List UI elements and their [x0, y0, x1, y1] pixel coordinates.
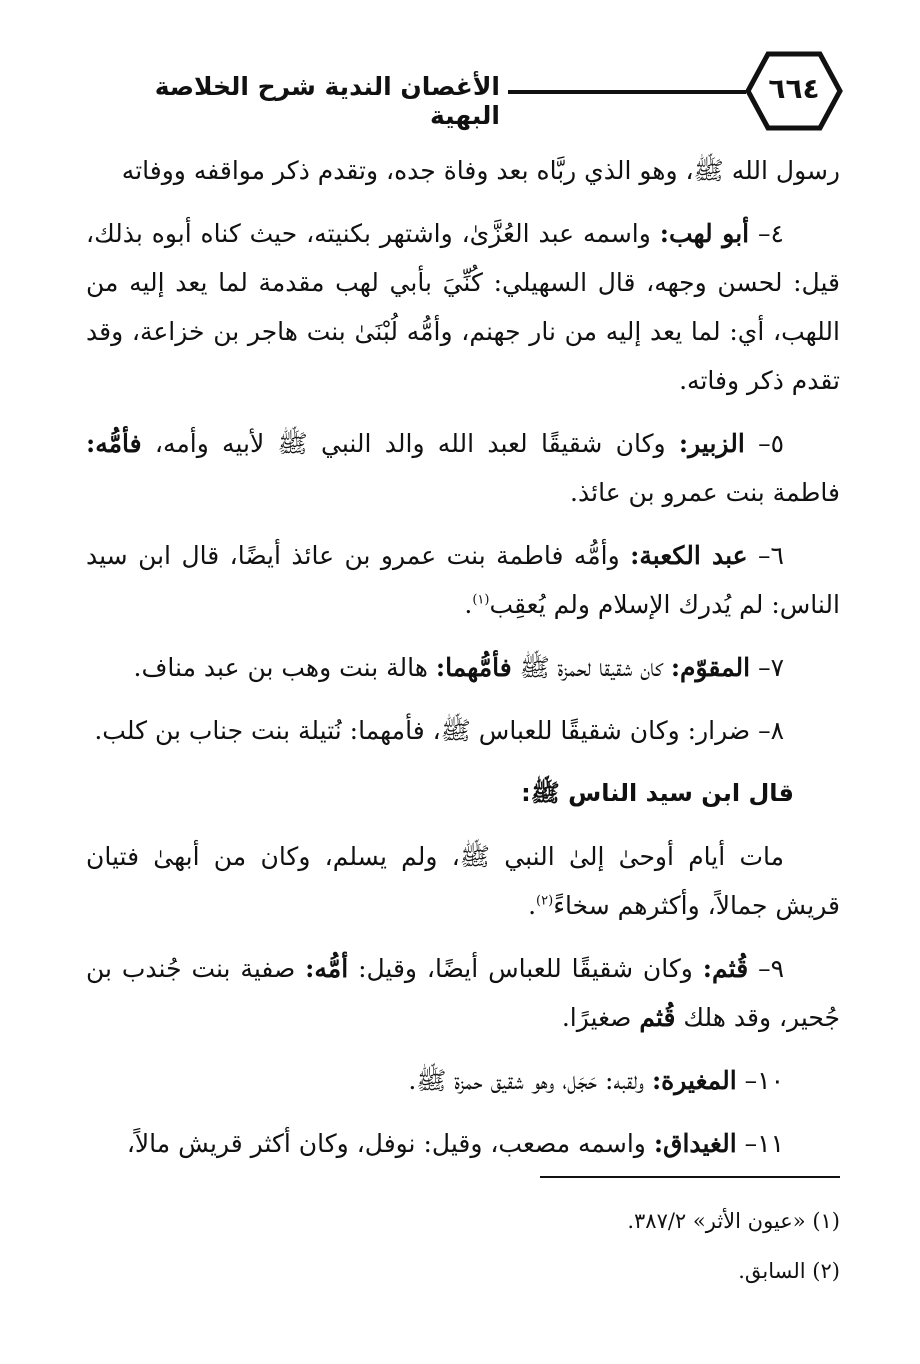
- paragraph-text-secondary: هالة بنت وهب بن عبد مناف.: [133, 653, 428, 682]
- item-number: ٥–: [758, 429, 785, 458]
- paragraph-abd-al-kaaba: [86, 531, 840, 629]
- paragraph-text: وأمُّه فاطمة بنت عمرو بن عائذ أيضًا، قال ابن سيد الناس: لم يُدرك الإسلام ولم يُعقِب: [86, 541, 840, 619]
- paragraph-text-secondary: صفية بنت جُندب بن جُحير، وقد هلك: [86, 954, 840, 1032]
- paragraph-text: وكان شقيقًا لعبد الله والد النبي ﷺ لأبيه وأمه،: [154, 429, 666, 458]
- item-keyword: الغيداق:: [653, 1129, 737, 1158]
- paragraph-text: مات أيام أوحىٰ إلىٰ النبي ﷺ، ولم يسلم، وكان من أبهىٰ فتيان قريش جمالاً، وأكثرهم سخاءً: [86, 842, 840, 920]
- item-number: ٩–: [758, 954, 785, 983]
- item-number: ٨–: [758, 716, 784, 745]
- paragraph-text: رسول الله ﷺ، وهو الذي ربَّاه بعد وفاة جده، وتقدم ذكر مواقفه ووفاته: [121, 156, 840, 185]
- footnote-2: (٢) السابق.: [738, 1259, 840, 1283]
- paragraph-end: .: [464, 590, 473, 619]
- item-keyword-secondary: فأمُّهما:: [435, 653, 512, 682]
- paragraph-continuation: [86, 146, 840, 195]
- item-number: ١٠–: [744, 1066, 784, 1095]
- item-keyword: أبو لهب:: [659, 219, 750, 248]
- item-keyword: المغيرة:: [651, 1066, 737, 1095]
- page-number: ٦٦٤: [768, 72, 820, 105]
- paragraph-text: وكان شقيقًا للعباس ﷺ، فأمهما: نُتيلة بنت جناب بن كلب.: [94, 716, 680, 745]
- running-title: الأغصان الندية شرح الخلاصة البهية: [154, 72, 500, 130]
- paragraph-dirar: [86, 706, 840, 755]
- item-number: ٤–: [758, 219, 784, 248]
- footnote-ref-1[interactable]: (١): [472, 592, 490, 608]
- item-keyword: الزبير:: [678, 429, 745, 458]
- footnote-1: (١) «عيون الأثر» ٣٨٧/٢.: [627, 1209, 840, 1233]
- paragraph-abu-lahab: [86, 209, 840, 405]
- paragraph-end: .: [528, 891, 537, 920]
- item-number: ١١–: [744, 1129, 784, 1158]
- main-text: [86, 146, 840, 1182]
- paragraph-text: واسمه مصعب، وقيل: نوفل، وكان أكثر قريش مالاً،: [126, 1129, 646, 1158]
- sub-heading-quote: قال ابن سيد الناس ﷺ:: [521, 779, 794, 807]
- header-rule: [508, 90, 746, 94]
- footnotes: [86, 1196, 840, 1296]
- paragraph-text: واسمه عبد العُزَّىٰ، واشتهر بكنيته، حيث كناه أبوه بذلك، قيل: لحسن وجهه، قال السهيلي: كُنِّيَ بأبي لهب مقدمة لما يعد إليه من اللهب، أي: لما يعد إليه من نار جهنم، وأمُّه لُبْنَىٰ بنت هاجر بن خزاعة، وقد تقدم ذكر وفاته.: [86, 219, 840, 395]
- paragraph-ghaydaq: [86, 1119, 840, 1168]
- paragraph-zubayr: [86, 419, 840, 517]
- item-keyword: عبد الكعبة:: [630, 541, 748, 570]
- paragraph-text-tertiary: صغيرًا.: [561, 1003, 632, 1032]
- item-keyword-tertiary: قُثم: [639, 1003, 676, 1032]
- footnote-ref-2[interactable]: (٢): [536, 893, 554, 909]
- page-header: [0, 48, 920, 138]
- item-number: ٦–: [758, 541, 784, 570]
- item-keyword: قُثم:: [702, 954, 749, 983]
- page-number-badge: [744, 50, 844, 132]
- paragraph-text: وكان شقيقًا للعباس أيضًا، وقيل:: [358, 954, 693, 983]
- paragraph-text-secondary: فاطمة بنت عمرو بن عائذ.: [570, 478, 840, 507]
- item-number: ٧–: [758, 653, 784, 682]
- paragraph-text: ولقبه: حَجَل، وهو شقيق حمزة ﷺ.: [408, 1066, 644, 1095]
- item-keyword-secondary: فأمُّه:: [86, 429, 142, 458]
- paragraph-muqawwim: [86, 643, 840, 692]
- paragraph-qutham: [86, 944, 840, 1042]
- footnote-separator: [540, 1176, 840, 1178]
- paragraph-mughira: [86, 1056, 840, 1105]
- item-keyword: المقوّم:: [670, 653, 751, 682]
- item-keyword: ضرار:: [687, 716, 751, 745]
- paragraph-quote: [86, 832, 840, 930]
- item-keyword-secondary: أمُّه:: [305, 954, 349, 983]
- paragraph-text: كان شقيقا لحمزة ﷺ: [519, 653, 663, 682]
